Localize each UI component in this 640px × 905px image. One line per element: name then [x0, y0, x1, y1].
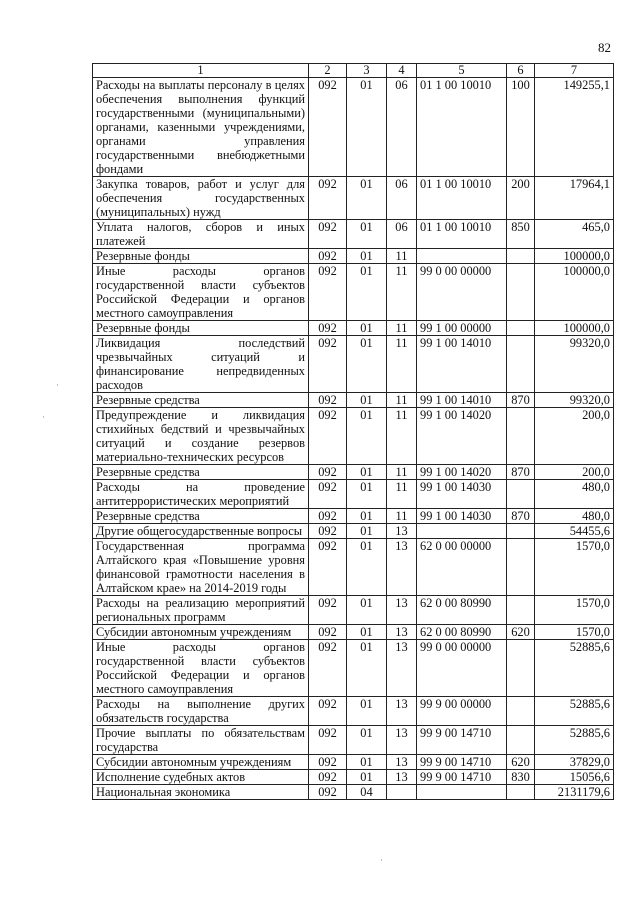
subsection-cell: 11: [387, 509, 417, 524]
column-header: 7: [535, 64, 614, 78]
expense-name-cell: Расходы на проведение антитеррористических мероприятий: [93, 480, 309, 509]
amount-cell: 52885,6: [535, 640, 614, 697]
subsection-cell: [387, 785, 417, 800]
section-cell: 01: [347, 78, 387, 177]
section-cell: 01: [347, 264, 387, 321]
table-row: [93, 480, 614, 509]
admin-code-cell: 092: [309, 480, 347, 509]
subsection-cell: 11: [387, 321, 417, 336]
target-article-cell: 99 9 00 14710: [417, 755, 507, 770]
target-article-cell: 62 0 00 80990: [417, 596, 507, 625]
table-row: [93, 726, 614, 755]
expense-name-cell: Субсидии автономным учреждениям: [93, 755, 309, 770]
amount-cell: 1570,0: [535, 625, 614, 640]
target-article-cell: 01 1 00 10010: [417, 177, 507, 220]
admin-code-cell: 092: [309, 321, 347, 336]
table-row: [93, 336, 614, 393]
expense-name-cell: Субсидии автономным учреждениям: [93, 625, 309, 640]
subsection-cell: 06: [387, 220, 417, 249]
target-article-cell: 62 0 00 80990: [417, 625, 507, 640]
amount-cell: 200,0: [535, 408, 614, 465]
target-article-cell: 99 1 00 14010: [417, 336, 507, 393]
subsection-cell: 13: [387, 770, 417, 785]
amount-cell: 2131179,6: [535, 785, 614, 800]
admin-code-cell: 092: [309, 726, 347, 755]
amount-cell: 1570,0: [535, 539, 614, 596]
subsection-cell: 11: [387, 336, 417, 393]
expense-name-cell: Исполнение судебных актов: [93, 770, 309, 785]
subsection-cell: 13: [387, 697, 417, 726]
expense-name-cell: Предупреждение и ликвидация стихийных бедствий и чрезвычайных ситуаций и создание резервов материально-технических ресурсов: [93, 408, 309, 465]
expense-name-cell: Национальная экономика: [93, 785, 309, 800]
table-row: [93, 625, 614, 640]
table-row: [93, 596, 614, 625]
admin-code-cell: 092: [309, 264, 347, 321]
table-row: [93, 249, 614, 264]
target-article-cell: 99 1 00 14030: [417, 480, 507, 509]
amount-cell: 52885,6: [535, 697, 614, 726]
expense-type-cell: [507, 264, 535, 321]
admin-code-cell: 092: [309, 625, 347, 640]
expense-type-cell: 870: [507, 509, 535, 524]
column-header: 1: [93, 64, 309, 78]
subsection-cell: 13: [387, 726, 417, 755]
section-cell: 01: [347, 726, 387, 755]
subsection-cell: 13: [387, 524, 417, 539]
amount-cell: 1570,0: [535, 596, 614, 625]
section-cell: 01: [347, 640, 387, 697]
section-cell: 01: [347, 755, 387, 770]
subsection-cell: 11: [387, 408, 417, 465]
target-article-cell: [417, 785, 507, 800]
expense-type-cell: 830: [507, 770, 535, 785]
admin-code-cell: 092: [309, 78, 347, 177]
admin-code-cell: 092: [309, 755, 347, 770]
section-cell: 01: [347, 770, 387, 785]
admin-code-cell: 092: [309, 408, 347, 465]
amount-cell: 100000,0: [535, 264, 614, 321]
amount-cell: 52885,6: [535, 726, 614, 755]
section-cell: 01: [347, 697, 387, 726]
expense-type-cell: [507, 726, 535, 755]
subsection-cell: 13: [387, 539, 417, 596]
section-cell: 01: [347, 177, 387, 220]
expense-name-cell: Расходы на выполнение других обязательств государства: [93, 697, 309, 726]
section-cell: 01: [347, 509, 387, 524]
section-cell: 04: [347, 785, 387, 800]
column-header: 4: [387, 64, 417, 78]
section-cell: 01: [347, 625, 387, 640]
amount-cell: 99320,0: [535, 393, 614, 408]
admin-code-cell: 092: [309, 336, 347, 393]
expense-name-cell: Резервные средства: [93, 465, 309, 480]
amount-cell: 480,0: [535, 480, 614, 509]
admin-code-cell: 092: [309, 640, 347, 697]
column-header: 2: [309, 64, 347, 78]
section-cell: 01: [347, 524, 387, 539]
admin-code-cell: 092: [309, 220, 347, 249]
target-article-cell: 99 0 00 00000: [417, 264, 507, 321]
section-cell: 01: [347, 321, 387, 336]
admin-code-cell: 092: [309, 539, 347, 596]
expense-name-cell: Резервные фонды: [93, 249, 309, 264]
target-article-cell: 99 0 00 00000: [417, 640, 507, 697]
scan-speck: ·: [42, 412, 45, 422]
expense-name-cell: Закупка товаров, работ и услуг для обеспечения государственных (муниципальных) нужд: [93, 177, 309, 220]
expense-name-cell: Резервные средства: [93, 393, 309, 408]
target-article-cell: 01 1 00 10010: [417, 220, 507, 249]
amount-cell: 100000,0: [535, 249, 614, 264]
table-row: [93, 770, 614, 785]
expense-type-cell: 870: [507, 393, 535, 408]
subsection-cell: 11: [387, 393, 417, 408]
budget-table: [92, 63, 614, 800]
table-row: [93, 539, 614, 596]
target-article-cell: 99 9 00 00000: [417, 697, 507, 726]
target-article-cell: 99 9 00 14710: [417, 770, 507, 785]
amount-cell: 15056,6: [535, 770, 614, 785]
table-row: [93, 408, 614, 465]
page-number: 82: [598, 40, 611, 55]
expense-type-cell: [507, 596, 535, 625]
amount-cell: 54455,6: [535, 524, 614, 539]
expense-type-cell: [507, 480, 535, 509]
section-cell: 01: [347, 220, 387, 249]
section-cell: 01: [347, 480, 387, 509]
header-row: [93, 64, 614, 78]
target-article-cell: 99 1 00 14020: [417, 408, 507, 465]
expense-name-cell: Иные расходы органов государственной власти субъектов Российской Федерации и органов местного самоуправления: [93, 264, 309, 321]
subsection-cell: 06: [387, 177, 417, 220]
admin-code-cell: 092: [309, 465, 347, 480]
table-row: [93, 755, 614, 770]
column-header: 6: [507, 64, 535, 78]
table-row: [93, 177, 614, 220]
expense-name-cell: Расходы на реализацию мероприятий региональных программ: [93, 596, 309, 625]
expense-name-cell: Прочие выплаты по обязательствам государства: [93, 726, 309, 755]
subsection-cell: 13: [387, 625, 417, 640]
expense-type-cell: [507, 408, 535, 465]
admin-code-cell: 092: [309, 177, 347, 220]
subsection-cell: 11: [387, 465, 417, 480]
amount-cell: 37829,0: [535, 755, 614, 770]
table-row: [93, 785, 614, 800]
expense-type-cell: 100: [507, 78, 535, 177]
expense-type-cell: 620: [507, 625, 535, 640]
column-header: 3: [347, 64, 387, 78]
target-article-cell: [417, 249, 507, 264]
target-article-cell: [417, 524, 507, 539]
table-row: [93, 465, 614, 480]
target-article-cell: 99 1 00 00000: [417, 321, 507, 336]
scan-speck: ·: [380, 855, 383, 865]
expense-type-cell: [507, 539, 535, 596]
section-cell: 01: [347, 249, 387, 264]
amount-cell: 465,0: [535, 220, 614, 249]
admin-code-cell: 092: [309, 596, 347, 625]
amount-cell: 99320,0: [535, 336, 614, 393]
section-cell: 01: [347, 336, 387, 393]
expense-type-cell: [507, 249, 535, 264]
admin-code-cell: 092: [309, 393, 347, 408]
expense-name-cell: Расходы на выплаты персоналу в целях обеспечения выполнения функций государственными (муниципальными) органами, казенными учреждениями, органами управления государственными внебюджетными фондами: [93, 78, 309, 177]
expense-type-cell: [507, 785, 535, 800]
subsection-cell: 06: [387, 78, 417, 177]
scan-speck: ·: [56, 380, 59, 390]
admin-code-cell: 092: [309, 785, 347, 800]
expense-name-cell: Резервные средства: [93, 509, 309, 524]
expense-type-cell: [507, 697, 535, 726]
amount-cell: 480,0: [535, 509, 614, 524]
target-article-cell: 99 1 00 14010: [417, 393, 507, 408]
expense-type-cell: 200: [507, 177, 535, 220]
subsection-cell: 13: [387, 640, 417, 697]
admin-code-cell: 092: [309, 249, 347, 264]
section-cell: 01: [347, 465, 387, 480]
table-row: [93, 640, 614, 697]
table-row: [93, 220, 614, 249]
subsection-cell: 11: [387, 249, 417, 264]
section-cell: 01: [347, 539, 387, 596]
admin-code-cell: 092: [309, 509, 347, 524]
expense-name-cell: Ликвидация последствий чрезвычайных ситуаций и финансирование непредвиденных расходов: [93, 336, 309, 393]
expense-type-cell: 620: [507, 755, 535, 770]
admin-code-cell: 092: [309, 770, 347, 785]
expense-name-cell: Иные расходы органов государственной власти субъектов Российской Федерации и органов местного самоуправления: [93, 640, 309, 697]
admin-code-cell: 092: [309, 524, 347, 539]
column-header: 5: [417, 64, 507, 78]
expense-name-cell: Другие общегосударственные вопросы: [93, 524, 309, 539]
table-row: [93, 524, 614, 539]
expense-name-cell: Уплата налогов, сборов и иных платежей: [93, 220, 309, 249]
table-row: [93, 393, 614, 408]
table-row: [93, 697, 614, 726]
subsection-cell: 13: [387, 755, 417, 770]
target-article-cell: 99 9 00 14710: [417, 726, 507, 755]
expense-type-cell: 850: [507, 220, 535, 249]
subsection-cell: 11: [387, 264, 417, 321]
target-article-cell: 01 1 00 10010: [417, 78, 507, 177]
expense-type-cell: 870: [507, 465, 535, 480]
table-row: [93, 78, 614, 177]
expense-type-cell: [507, 321, 535, 336]
section-cell: 01: [347, 596, 387, 625]
target-article-cell: 99 1 00 14020: [417, 465, 507, 480]
table-row: [93, 509, 614, 524]
amount-cell: 200,0: [535, 465, 614, 480]
amount-cell: 149255,1: [535, 78, 614, 177]
section-cell: 01: [347, 393, 387, 408]
amount-cell: 100000,0: [535, 321, 614, 336]
section-cell: 01: [347, 408, 387, 465]
expense-type-cell: [507, 524, 535, 539]
expense-name-cell: Государственная программа Алтайского края «Повышение уровня финансовой грамотности населения в Алтайском крае» на 2014-2019 годы: [93, 539, 309, 596]
expense-type-cell: [507, 336, 535, 393]
admin-code-cell: 092: [309, 697, 347, 726]
expense-name-cell: Резервные фонды: [93, 321, 309, 336]
table-row: [93, 264, 614, 321]
target-article-cell: 62 0 00 00000: [417, 539, 507, 596]
expense-type-cell: [507, 640, 535, 697]
subsection-cell: 11: [387, 480, 417, 509]
table-row: [93, 321, 614, 336]
amount-cell: 17964,1: [535, 177, 614, 220]
subsection-cell: 13: [387, 596, 417, 625]
target-article-cell: 99 1 00 14030: [417, 509, 507, 524]
